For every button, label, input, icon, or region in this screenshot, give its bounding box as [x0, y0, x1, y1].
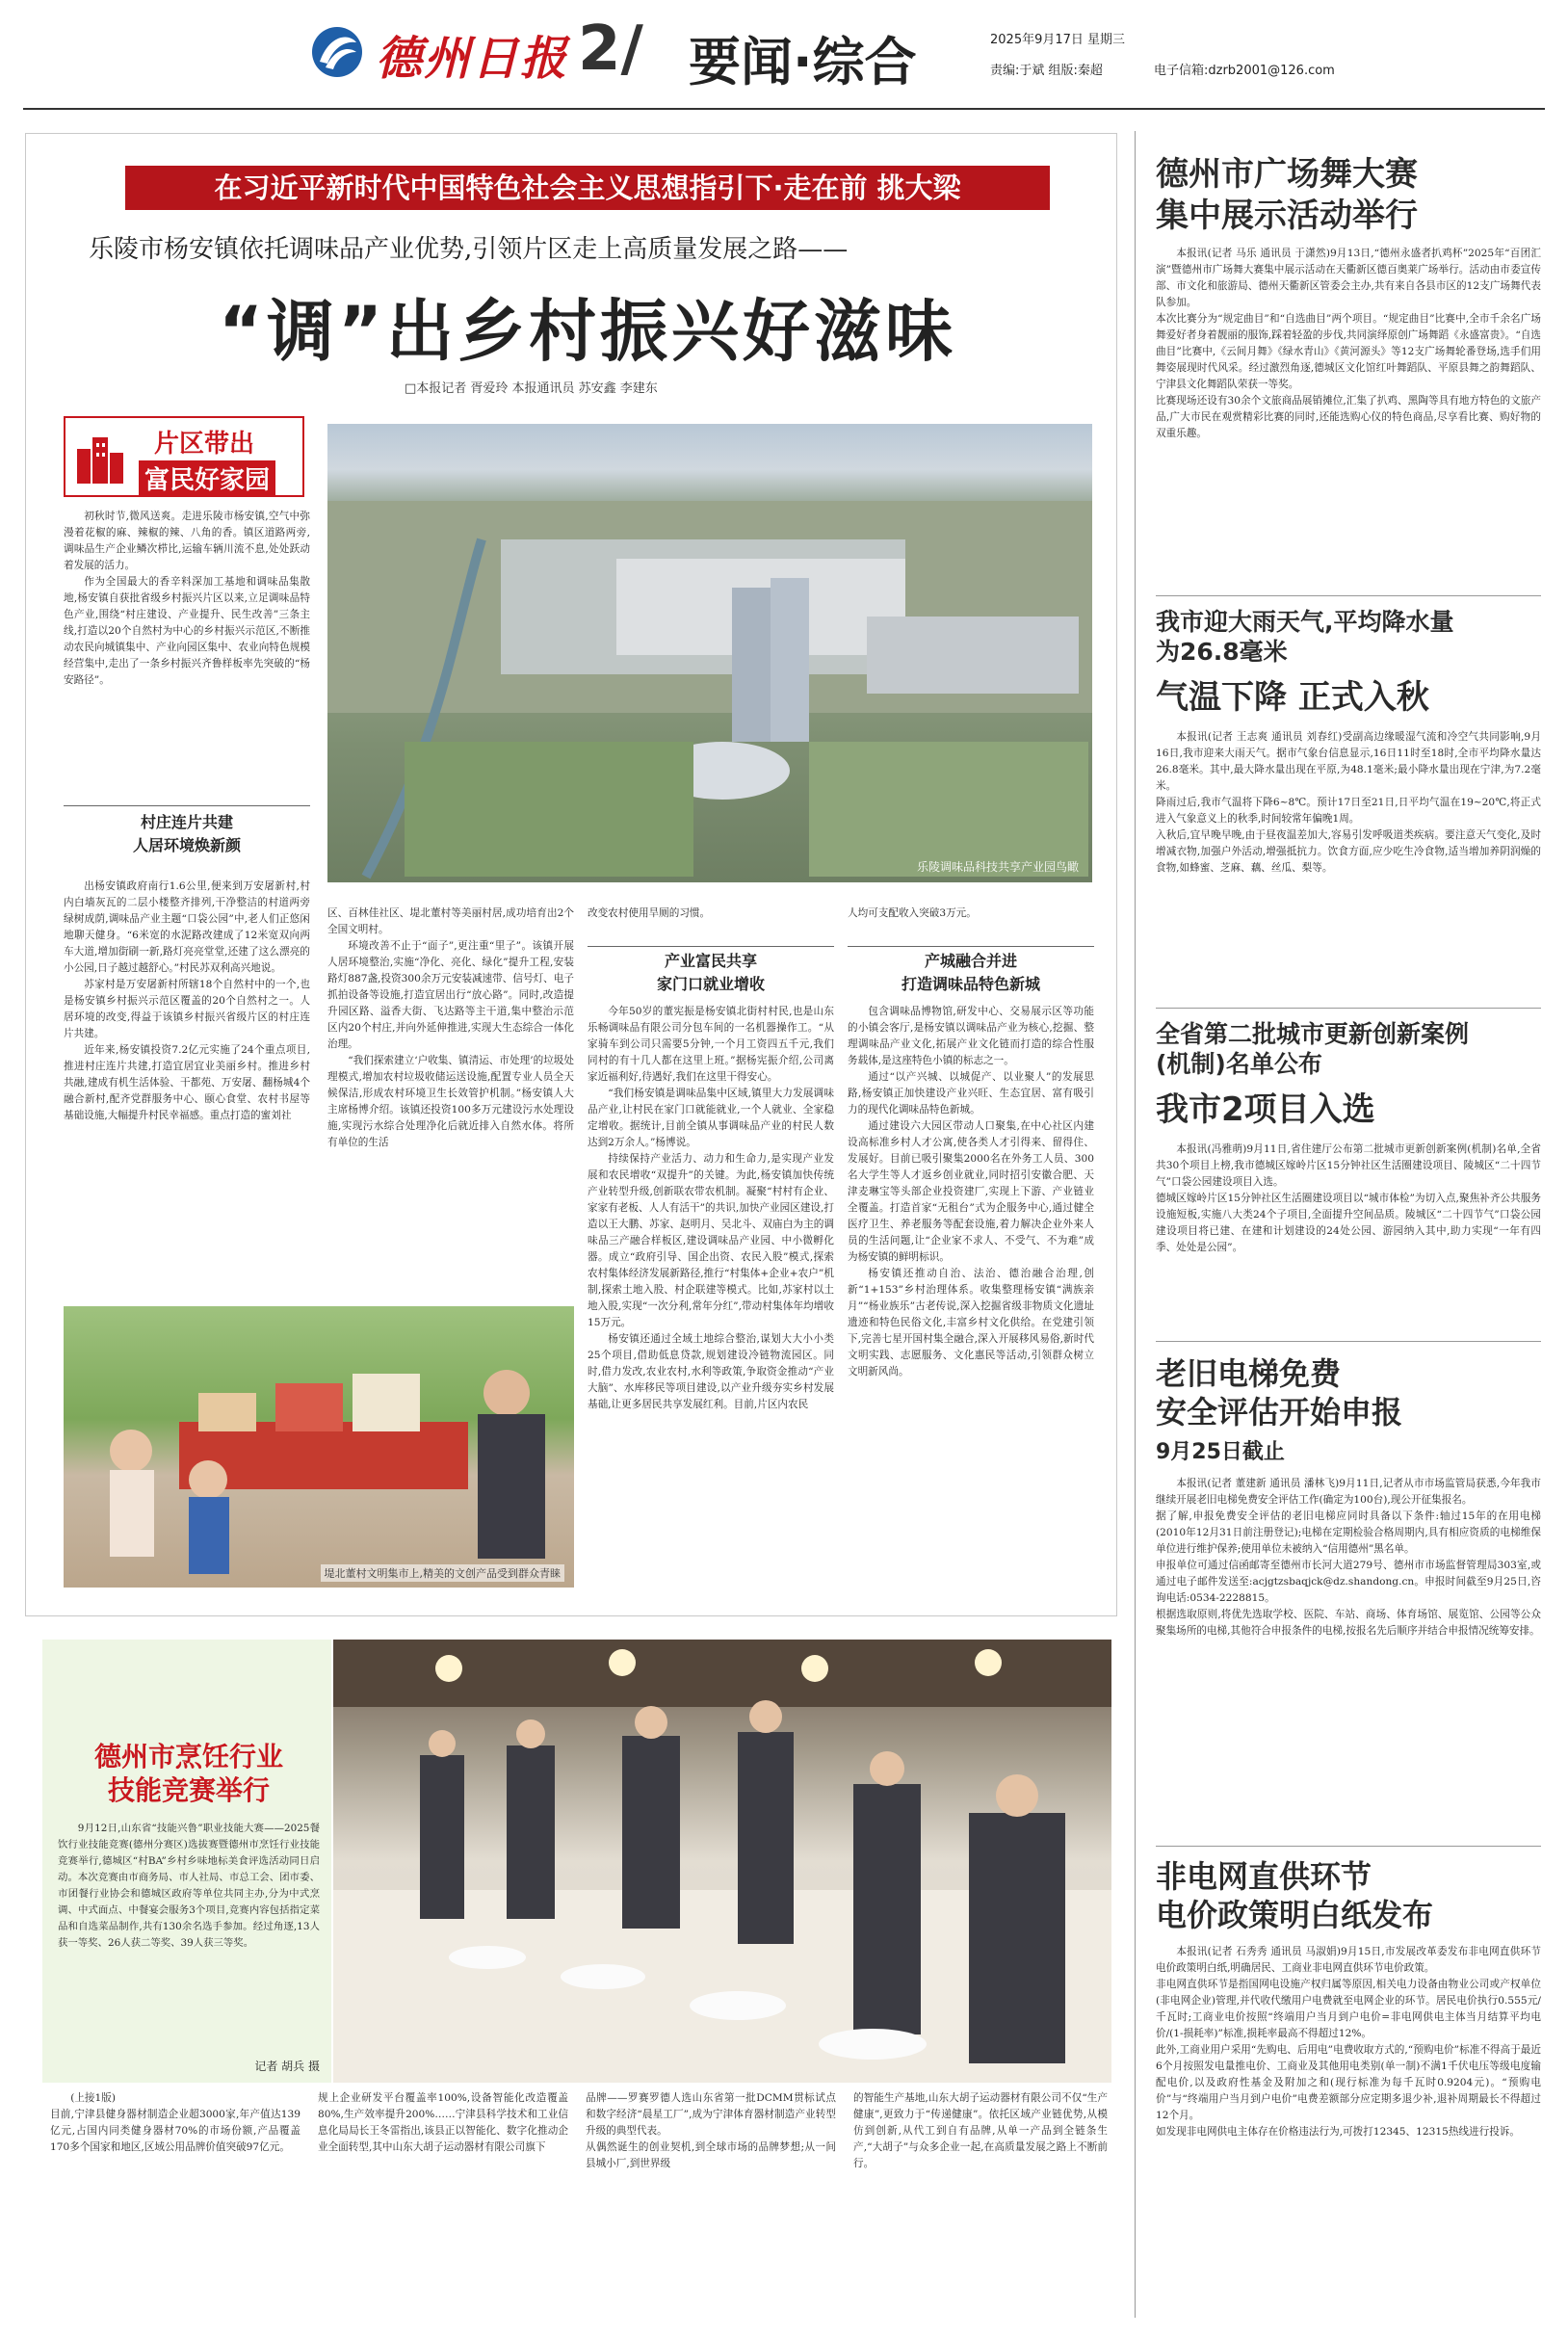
aerial-photo	[327, 424, 1092, 882]
cooking-photo	[333, 1640, 1111, 2083]
cooking-body: 9月12日,山东省“技能兴鲁”职业技能大赛——2025餐饮行业技能竞赛(德州分赛区)选拔赛暨德州市烹饪行业技能竞赛举行,德城区“村BA”乡村乡味地标美食评选活动同日启动。本次竞赛由市商务局、市人社局、市总工会、团市委、市团餐行业协会和德城区政府等单位共同主办,分为中式烹调、中式面点、中餐宴会服务3个项目,竞赛内容包括指定菜品和自选菜品制作,共有130余名选手参加。经过角逐,13人获一等奖、26人获二等奖、39人获三等奖。	[58, 1823, 320, 1949]
brief-4	[1156, 1354, 1541, 1844]
market-scene	[64, 1306, 574, 1588]
bottom-col-1	[50, 2090, 301, 2318]
brief-headline: 电价政策明白纸发布	[1156, 1897, 1434, 1933]
body-para: 区、百林佳社区、堤北董村等美丽村居,成功培育出2个全国文明村。	[327, 907, 574, 935]
brief-headline: 安全评估开始申报	[1156, 1394, 1403, 1430]
aerial-caption: 乐陵调味品科技共享产业园鸟瞰	[916, 860, 1079, 874]
brief-2	[1156, 607, 1541, 958]
brief-headline: 集中展示活动举行	[1156, 196, 1418, 235]
masthead-rule	[23, 108, 1545, 110]
email: 电子信箱:dzrb2001@126.com	[1154, 64, 1335, 78]
brief-5	[1156, 1857, 1541, 2300]
body-para: 环境改善不止于“面子”,更注重“里子”。该镇开展人居环境整治,实施“净化、亮化、绿化”提升工程,安装路灯887盏,投资300余万元安装减速带、信号灯、电子抓拍设备等设施,打造宜居出行“放心路”。同时,改造提升园区路、溢香大街、飞达路等主干道,集中整治示范区内20个村庄,并向外延伸推进,实现大生态综合一体化治理。	[327, 940, 574, 1050]
brief-headline: 全省第二批城市更新创新案例	[1156, 1020, 1470, 1048]
brief-body: 本报讯(冯雅萌)9月11日,省住建厅公布第二批城市更新创新案例(机制)名单,全省共30个项目上榜,我市德城区嫁岭片区15分钟社区生活圈建设项目、陵城区“二十四节气”口袋公园建设项目入选。 德城区嫁岭片区15分钟社区生活圈建设项目以“城市体检”为切入点,聚焦补齐公共服务设施短板,实施八大类24个子项目,全面提升空间品质。陵城区“二十四节气”口袋公园建设项目将已建、在建和计划建设的24处公园、游园纳入其中,助力实现“一年有四季、处处是公园”。	[1156, 1143, 1541, 1253]
brief-divider	[1156, 595, 1541, 596]
body-para: “我们杨安镇是调味品集中区域,镇里大力发展调味品产业,让村民在家门口就能就业,一个人就业、全家稳定增收。据统计,目前全镇从事调味品产业的村民人数达到2万余人。”杨博说。	[588, 1088, 834, 1148]
brief-body: 本报讯(记者 石秀秀 通讯员 马淑娟)9月15日,市发展改革委发布非电网直供环节电价政策明白纸,明确居民、工商业非电网直供环节电价政策。 非电网直供环节是指国网电设施产权归属等原因,相关电力设备由物业公司或产权单位(非电网企业)管理,并代收代缴用户电费就至电网企业的环节。居民电价执行0.555元/千瓦时;工商业电价按照“终端用户当月到户电价=非电网供电主体当月结算平均电价/(1-损耗率)”标准,损耗率最高不得超过12%。 此外,工商业用户采用“先购电、后用电”电费收取方式的,“预购电价”标准不得高于最近6个月按照发电量推电价、工商业及其他用电类别(单一制)不满1千伏电压等级电度输配电价,以及政府性基金及附加之和(现行标准为每千瓦时0.9204元)。“预购电价”与“终端用户当月到户电价”电费差额部分应定期多退少补,退补周期最长不得超过12个月。 如发现非电网供电主体存在价格违法行为,可拨打12345、12315热线进行投诉。	[1156, 1946, 1541, 2138]
subhead-3-rule	[848, 946, 1094, 947]
bottom-para: (上接1版) 目前,宁津县健身器材制造企业超3000家,年产值达139亿元,占国内同类健身器材70%的市场份额,产品覆盖170多个国家和地区,区域公用品牌价值突破97亿元。	[50, 2092, 301, 2153]
tag-line-1: 片区带出	[154, 430, 255, 459]
brief-divider	[1156, 1341, 1541, 1342]
cooking-article	[58, 1740, 320, 2074]
body-para: 包含调味品博物馆,研发中心、交易展示区等功能的小镇会客厅,是杨安镇以调味品产业为核心,挖掘、整理调味品产业文化,拓展产业文化链而打造的综合性服务载体,是这座特色小镇的标志之一。	[848, 1006, 1094, 1066]
brief-headline: 我市2项目入选	[1156, 1089, 1375, 1129]
body-para: “我们探索建立‘户收集、镇清运、市处理’的垃圾处理模式,增加农村垃圾收储运送设施,配置专业人员全天候保洁,形成农村环境卫生长效管护机制。”杨安镇人大主席杨博介绍。该镇还投资100多万元建设污水处理设施,实现污水综合处理净化后就近排入自然水体。将所有单位的生活	[327, 1055, 574, 1148]
brief-headline: 为26.8毫米	[1156, 638, 1288, 667]
banner: 在习近平新时代中国特色社会主义思想指引下·走在前 挑大梁	[125, 166, 1050, 210]
brief-divider	[1156, 1008, 1541, 1009]
brief-headline: 9月25日截止	[1156, 1440, 1285, 1464]
brief-headline: 气温下降 正式入秋	[1156, 677, 1429, 717]
tag-line-2: 富民好家园	[139, 460, 275, 496]
body-para: 改变农村使用旱厕的习惯。	[588, 907, 711, 919]
cooking-headline: 技能竞赛举行	[107, 1774, 270, 1806]
body-para: 通过“以产兴城、以城促产、以业聚人”的发展思路,杨安镇正加快建设产业兴旺、生态宜居、富有吸引力的现代化调味品特色新城。	[848, 1071, 1094, 1116]
lead-byline: □本报记者 胥爱玲 本报通讯员 苏安鑫 李建东	[405, 381, 658, 396]
cooking-scene	[333, 1640, 1111, 2083]
newspaper-logo-icon	[310, 25, 364, 79]
brief-body: 本报讯(记者 马乐 通讯员 于潇然)9月13日,“德州永盛者扒鸡杯”2025年“百团汇演”暨德州市广场舞大赛集中展示活动在天衢新区德百奥莱广场举行。活动由市委宣传部、市文化和旅游局、德州天衢新区管委会主办,共有来自各县市区的12支广场舞代表队参加。 本次比赛分为“规定曲目”和“自选曲目”两个项目。“规定曲目”比赛中,全市千余名广场舞爱好者身着靓丽的服饰,踩着轻盈的步伐,共同演绎原创广场舞蹈《永盛富贵》。“自选曲目”比赛中,《云间月舞》《绿水青山》《黄河源头》等12支广场舞轮番登场,选手们用舞姿展现时代风采。经过激烈角逐,德城区文化馆红叶舞蹈队、平原县舞之韵舞蹈队、宁津县文化舞蹈队荣获一等奖。 比赛现场还设有30余个文旅商品展销摊位,汇集了扒鸡、黑陶等具有地方特色的文旅产品,广大市民在观赏精彩比赛的同时,还能选购心仪的特色商品,尽享看比赛、购好物的双重乐趣。	[1156, 248, 1541, 439]
masthead	[0, 0, 1568, 108]
brief-headline: 我市迎大雨天气,平均降水量	[1156, 608, 1454, 636]
bottom-col-3	[586, 2090, 836, 2318]
brief-body: 本报讯(记者 董建新 通讯员 潘林飞)9月11日,记者从市市场监管局获悉,今年我市继续开展老旧电梯免费安全评估工作(确定为100台),现公开征集报名。 据了解,申报免费安全评估的老旧电梯应同时具备以下条件:轴过15年的在用电梯(2010年12月31日前注册登记);电梯在定期检验合格周期内,具有相应资质的电梯维保单位进行维护保养;使用单位未被纳入“信用德州”黑名单。 申报单位可通过信函邮寄至德州市长河大道279号、德州市市场监督管理局303室,或通过电子邮件发送至:acjgtzsbaqjck@dz.shandong.cn。申报时间截至9月25日,咨询电话:0534-2228815。 根据选取原则,将优先选取学校、医院、车站、商场、体育场馆、展览馆、公园等公众聚集场所的电梯,其他符合申报条件的电梯,按报名先后顺序并结合申报情况统筹安排。	[1156, 1477, 1541, 1637]
market-caption: 堤北董村文明集市上,精美的文创产品受到群众青睐	[321, 1564, 565, 1582]
logo-text: 德州日报	[376, 32, 569, 86]
subhead-3: 产城融合并进 打造调味品特色新城	[901, 952, 1040, 993]
issue-date: 2025年9月17日 星期三	[990, 33, 1126, 47]
intro-para: 作为全国最大的香辛料深加工基地和调味品集散地,杨安镇自获批省级乡村振兴片区以来,立足调味品特色产业,围绕“村庄建设、产业提升、民生改善”三条主线,打造以20个自然村为中心的乡村振兴示范区,不断推动农民向城镇集中、产业向园区集中、农业向特色规模经营集中,走出了一条乡村振兴齐鲁样板率先突破的“杨安路径”。	[64, 576, 310, 686]
body-para: 通过建设六大园区带动人口聚集,在中心社区内建设高标准乡村人才公寓,使各类人才引得来、留得住、发展好。目前已吸引聚集2000名在外务工人员、300名大学生等人才返乡创业就业,同时招引安徽合肥、天津麦琳宝等头部企业投资建厂,实现上下游、产业链业全覆盖。打造首家“无租台”式为企服务中心,通过健全医疗卫生、养老服务等配套设施,着力解决企业外来人员的生活问题,让“企业家不求人、不受气、不为难”成为杨安镇的鲜明标识。	[848, 1120, 1094, 1263]
bottom-para: 的智能生产基地,山东大胡子运动器材有限公司不仅“生产健康”,更致力于“传递健康”。依托区域产业链优势,从模仿到创新,从代工到自有品牌,从单一产品到全链条生产,“大胡子”与众多企业一起,在高质量发展之路上不断前行。	[853, 2092, 1108, 2169]
brief-body: 本报讯(记者 王志爽 通讯员 刘春红)受副高边缘暖湿气流和冷空气共同影响,9月16日,我市迎来大雨天气。据市气象台信息显示,16日11时至18时,全市平均降水量达26.8毫米。其中,最大降水量出现在平原,为48.1毫米;最小降水量出现在宁津,为7.2毫米。 降雨过后,我市气温将下降6~8℃。预计17日至21日,日平均气温在19~20℃,将正式进入气象意义上的秋季,时间较常年偏晚1周。 入秋后,宜早晚早晚,由于昼夜温差加大,容易引发呼吸道类疾病。要注意天气变化,及时增减衣物,加强户外活动,增强抵抗力。饮食方面,应少吃生冷食物,适当增加养阴润燥的食物,如蜂蜜、芝麻、藕、丝瓜、梨等。	[1156, 731, 1541, 874]
brief-headline: 非电网直供环节	[1156, 1858, 1372, 1895]
intro-rule	[64, 805, 310, 806]
brief-divider	[1156, 1846, 1541, 1847]
body-column-2	[327, 906, 574, 1295]
bottom-para: 规上企业研发平台覆盖率100%,设备智能化改造覆盖80%,生产效率提升200%……宁津县科学技术和工业信息化局局长王冬雷指出,该县正以智能化、数字化推动企业全面转型,其中山东大胡子运动器材有限公司旗下	[318, 2092, 568, 2153]
body-column-1	[64, 879, 310, 1295]
brief-3	[1156, 1019, 1541, 1342]
bottom-col-2	[318, 2090, 568, 2318]
brief-headline: (机制)名单公布	[1156, 1050, 1322, 1079]
brief-headline: 老旧电梯免费	[1156, 1355, 1342, 1392]
body-para: 杨安镇还推动自治、法治、德治融合治理,创新“1+153”乡村治理体系。收集整理杨安镇“满族亲月”“杨业族乐”古老传说,深入挖掘省级非物质文化遗址遗迹和特色民俗文化,丰富乡村文化供给。在党建引领下,完善七星开国村集全融合,深入开展移风易俗,新时代文明实践、志愿服务、文化惠民等活动,引领群众树立文明新风尚。	[848, 1268, 1094, 1378]
cooking-author: 记者 胡兵 摄	[254, 2060, 320, 2073]
cooking-headline: 德州市烹饪行业	[93, 1741, 283, 1772]
subhead-1: 村庄连片共建 人居环境焕新颜	[132, 813, 241, 854]
market-photo	[64, 1306, 574, 1588]
brief-1	[1156, 154, 1541, 525]
body-para: 出杨安镇政府南行1.6公里,便来到万安屠新村,村内白墙灰瓦的二层小楼整齐排列,干净整洁的村道两旁绿树成荫,调味品产业主题“口袋公园”中,老人们正悠闲地聊天健身。“6米宽的水泥路改建成了12米宽双向两车大道,增加街刷一新,路灯亮亮堂堂,还建了这么漂亮的小公园,日子越过越舒心。”村民苏双利高兴地说。	[64, 880, 310, 974]
section-tag	[64, 416, 304, 497]
section-title: 要闻·综合	[689, 32, 917, 92]
page-number: 2/	[578, 13, 643, 85]
lead-kicker: 乐陵市杨安镇依托调味品产业优势,引领片区走上高质量发展之路——	[89, 235, 849, 264]
body-para: 持续保持产业活力、动力和生命力,是实现产业发展和农民增收“双提升”的关键。为此,杨安镇加快传统产业转型升级,创新联农带农机制。凝聚“村村有企业、家家有老板、人人有活干”的共识,加快产业园区建设,打造以王大鹏、苏家、赵明月、吴北斗、双庙白为主的调味品三产融合样板区,建设调味品产业园、中小微孵化器。成立“政府引导、国企出资、农民入股”模式,探索农村集体经济发展新路径,推行“村集体+企业+农户”机制,探索土地入股、村企联建等模式。比如,苏家村以土地入股,实现“一次分利,常年分红”,带动村集体年均增收15万元。	[588, 1153, 834, 1328]
bottom-para: 品牌——罗赛罗德人选山东省第一批DCMM贯标试点和数字经济“晨星工厂”,成为宁津体育器材制造产业转型升级的典型代表。 从偶然诞生的创业契机,到全球市场的品牌梦想;从一间县城小厂,到世界级	[586, 2092, 836, 2169]
body-column-4	[588, 1004, 834, 1588]
subhead-2-rule	[588, 946, 834, 947]
intro-column	[64, 509, 310, 798]
sidebar-rule	[1135, 131, 1136, 2318]
body-para: 苏家村是万安屠新村所辖18个自然村中的一个,也是杨安镇乡村振兴示范区覆盖的20个自然村之一。人居环境的改变,得益于该镇乡村振兴省级片区的村庄连片共建。	[64, 979, 310, 1039]
brief-headline: 德州市广场舞大赛	[1156, 155, 1418, 194]
aerial-scene	[327, 424, 1092, 882]
buildings-icon	[73, 432, 127, 486]
bottom-col-4	[853, 2090, 1108, 2318]
body-para: 今年50岁的董宪振是杨安镇北街村村民,也是山东乐畅调味品有限公司分包车间的一名机器操作工。“从家骑车到公司只需要5分钟,一个月工资四五千元,我们同村的有十几人都在这里上班。”据杨宪振介绍,公司离家近福利好,待遇好,我们在这里干得安心。	[588, 1006, 834, 1083]
body-column-5	[848, 1004, 1094, 1588]
body-column-5-top	[848, 906, 1094, 929]
subhead-2: 产业富民共享 家门口就业增收	[656, 952, 765, 993]
body-para: 人均可支配收入突破3万元。	[848, 907, 977, 919]
body-column-3-top	[588, 906, 834, 929]
body-para: 杨安镇还通过全域土地综合整治,谋划大大小小类25个项目,借助低息贷款,规划建设冷链物流园区。同时,借力发改,农业农村,水利等政策,争取资金推动“产业大脑”、水库移民等项目建设,以产业升级夯实乡村发展基础,让更多居民共享发展红利。目前,片区内农民	[588, 1333, 834, 1410]
body-para: 近年来,杨安镇投资7.2亿元实施了24个重点项目,推进村庄连片共建,打造宜居宜业美丽乡村。推进乡村共融,建成有机生活体验、干都苑、万安屠、翻杨城4个融合新村,配齐党群服务中心、颐心食堂、农村书屋等基础设施,大幅提升村民幸福感。重点打造的蜜刘社	[64, 1044, 310, 1121]
intro-para: 初秋时节,微风送爽。走进乐陵市杨安镇,空气中弥漫着花椒的麻、辣椒的辣、八角的香。镇区道路两旁,调味品生产企业鳞次栉比,运输车辆川流不息,处处跃动着发展的活力。	[64, 511, 310, 571]
lead-title: “调”出乡村振兴好滋味	[218, 292, 956, 371]
editors: 责编:于斌 组版:秦超	[990, 64, 1103, 78]
